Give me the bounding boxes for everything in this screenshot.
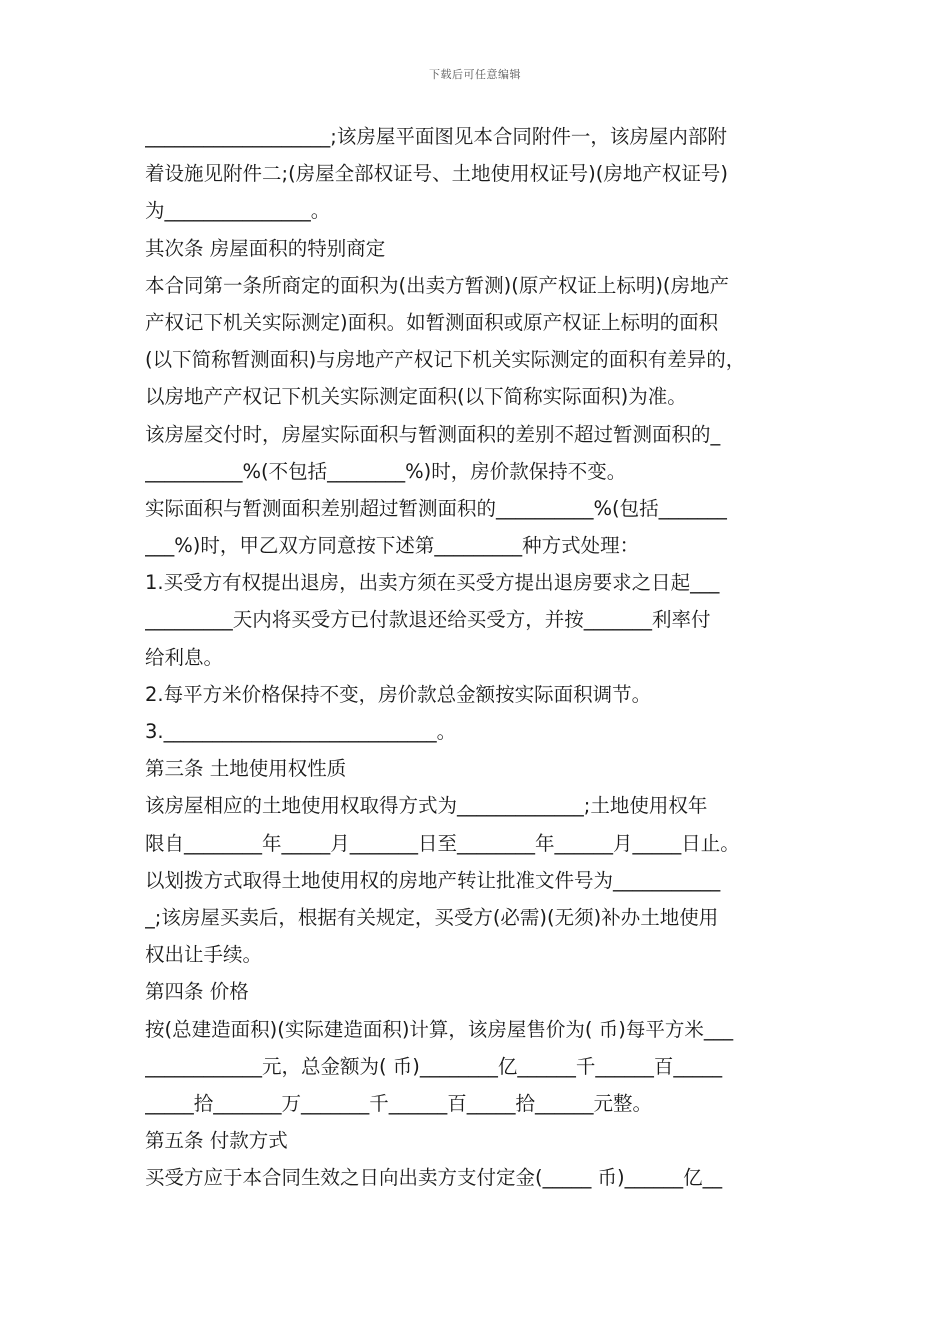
- page-header: 下载后可任意编辑: [429, 68, 521, 81]
- text-line: 产权记下机关实际测定)面积。如暂测面积或原产权证上标明的面积: [145, 310, 719, 334]
- section-heading: 第五条 付款方式: [145, 1129, 288, 1153]
- text-line: _________天内将买受方已付款退还给买受方，并按_______利率付: [145, 608, 711, 632]
- text-line: ____________元，总金额为( 币)________亿______千______百_____: [145, 1054, 723, 1078]
- text-line: 限自________年_____月_______日至________年______月_____日止。: [145, 831, 740, 855]
- text-line: 3.____________________________。: [145, 720, 457, 743]
- document-body: [145, 118, 815, 1196]
- text-line: 2.每平方米价格保持不变，房价款总金额按实际面积调节。: [145, 682, 652, 706]
- text-line: 着设施见附件二;(房屋全部权证号、土地使用权证号)(房地产权证号): [145, 162, 729, 186]
- text-line: 实际面积与暂测面积差别超过暂测面积的__________%(包括_______: [145, 496, 727, 520]
- text-line: _;该房屋买卖后，根据有关规定，买受方(必需)(无须)补办土地使用: [145, 905, 719, 929]
- section-heading: 第四条 价格: [145, 980, 249, 1004]
- text-line: 本合同第一条所商定的面积为(出卖方暂测)(原产权证上标明)(房地产: [145, 273, 730, 297]
- text-line: 以划拨方式取得土地使用权的房地产转让批准文件号为___________: [145, 868, 721, 892]
- section-heading: 其次条 房屋面积的特别商定: [145, 236, 386, 260]
- text-line: ___%)时，甲乙双方同意按下述第_________种方式处理：: [145, 534, 640, 558]
- text-line: 权出让手续。: [145, 943, 263, 967]
- text-line: 以房地产产权记下机关实际测定面积(以下简称实际面积)为准。: [145, 385, 687, 409]
- text-line: 为_______________。: [145, 199, 331, 223]
- text-line: 按(总建造面积)(实际建造面积)计算，该房屋售价为( 币)每平方米___: [145, 1017, 734, 1041]
- text-line: (以下简称暂测面积)与房地产产权记下机关实际测定的面积有差异的，: [145, 348, 746, 372]
- text-line: 买受方应于本合同生效之日向出卖方支付定金(_____ 币)______亿__: [145, 1166, 723, 1190]
- text-line: ___________________;该房屋平面图见本合同附件一，该房屋内部附: [145, 125, 727, 148]
- section-heading: 第三条 土地使用权性质: [145, 757, 347, 781]
- text-line: 该房屋交付时，房屋实际面积与暂测面积的差别不超过暂测面积的_: [145, 422, 721, 446]
- text-line: _____拾_______万_______千______百_____拾______元整。: [145, 1091, 653, 1115]
- text-line: 1.买受方有权提出退房，出卖方须在买受方提出退房要求之日起___: [145, 571, 720, 595]
- text-line: 给利息。: [145, 645, 224, 669]
- text-line: 该房屋相应的土地使用权取得方式为_____________;土地使用权年: [145, 794, 708, 818]
- text-line: __________%(不包括________%)时，房价款保持不变。: [145, 459, 627, 483]
